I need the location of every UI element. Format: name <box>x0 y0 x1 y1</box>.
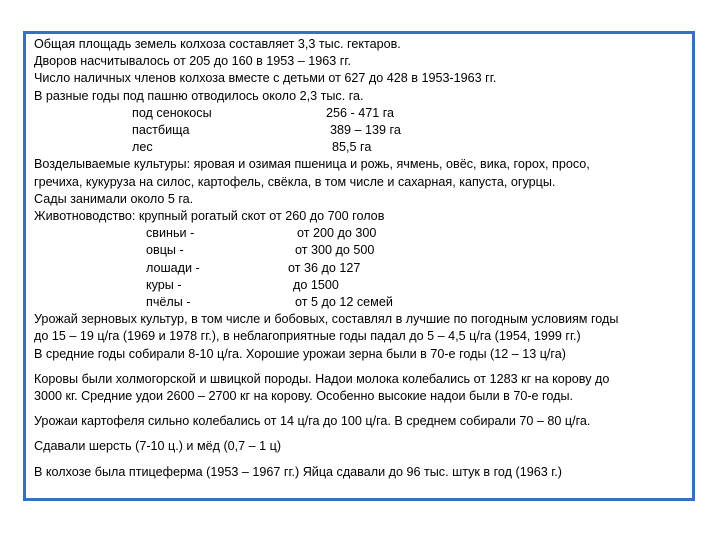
land-value: 256 - 471 га <box>326 105 395 120</box>
text-line: 3000 кг. Средние удои 2600 – 2700 кг на корову. Особенно высокие надои были в 70-е годы. <box>34 388 574 403</box>
text-line: Число наличных членов колхоза вместе с детьми от 627 до 428 в 1953-1963 гг. <box>34 71 497 86</box>
document-text <box>34 36 694 481</box>
text-line: Сады занимали около 5 га. <box>34 191 194 206</box>
land-value: 389 – 139 га <box>330 123 401 137</box>
animal-row <box>34 294 694 311</box>
animal-value: от 300 до 500 <box>295 243 375 258</box>
animal-label: куры - <box>146 277 182 292</box>
paragraph-cows <box>34 371 694 405</box>
paragraph-potato: Урожаи картофеля сильно колебались от 14 ц/га до 100 ц/га. В среднем собирали 70 – 80 ц/га. <box>34 414 591 429</box>
land-row <box>34 122 694 139</box>
animal-value: от 200 до 300 <box>297 226 377 241</box>
text-line: Дворов насчитывалось от 205 до 160 в 1953 – 1963 гг. <box>34 54 351 69</box>
text-line: Животноводство: крупный рогатый скот от 260 до 700 голов <box>34 208 385 223</box>
animal-value: от 5 до 12 семей <box>295 294 393 309</box>
text-line: Урожай зерновых культур, в том числе и бобовых, составлял в лучшие по погодным условиям годы <box>34 312 619 327</box>
animal-value: от 36 до 127 <box>288 260 361 275</box>
land-row <box>34 105 694 122</box>
animal-label: свиньи - <box>146 226 195 241</box>
animal-label: лошади - <box>146 260 200 275</box>
land-label: лес <box>132 140 153 155</box>
animal-row <box>34 225 694 242</box>
text-line: В средние годы собирали 8-10 ц/га. Хорошие урожаи зерна были в 70-е годы (12 – 13 ц/га) <box>34 346 566 361</box>
text-line: гречиха, кукуруза на силос, картофель, свёкла, в том числе и сахарная, капуста, огурцы. <box>34 174 556 189</box>
land-label: под сенокосы <box>132 105 212 120</box>
text-line: В разные годы под пашню отводилось около 2,3 тыс. га. <box>34 88 364 103</box>
text-line: Коровы были холмогорской и швицкой породы. Надои молока колебались от 1283 кг на корову до <box>34 371 610 386</box>
land-row <box>34 139 694 156</box>
animal-label: пчёлы - <box>146 294 191 309</box>
paragraph-wool: Сдавали шерсть (7-10 ц.) и мёд (0,7 – 1 ц) <box>34 439 282 454</box>
land-label: пастбища <box>132 123 190 137</box>
text-line: до 15 – 19 ц/га (1969 и 1978 гг.), в неблагоприятные годы падал до 5 – 4,5 ц/га (1954, 1999 гг.) <box>34 329 581 344</box>
text-line: Возделываемые культуры: яровая и озимая пшеница и рожь, ячмень, овёс, вика, горох, просо, <box>34 157 590 172</box>
animal-label: овцы - <box>146 243 184 258</box>
text-line: Общая площадь земель колхоза составляет 3,3 тыс. гектаров. <box>34 37 401 51</box>
animal-row <box>34 277 694 294</box>
paragraph-poultry: В колхозе была птицеферма (1953 – 1967 гг.) Яйца сдавали до 96 тыс. штук в год (1963 г.) <box>34 464 562 479</box>
land-value: 85,5 га <box>332 140 372 155</box>
animal-value: до 1500 <box>293 277 339 292</box>
animal-row <box>34 260 694 277</box>
animal-row <box>34 242 694 259</box>
